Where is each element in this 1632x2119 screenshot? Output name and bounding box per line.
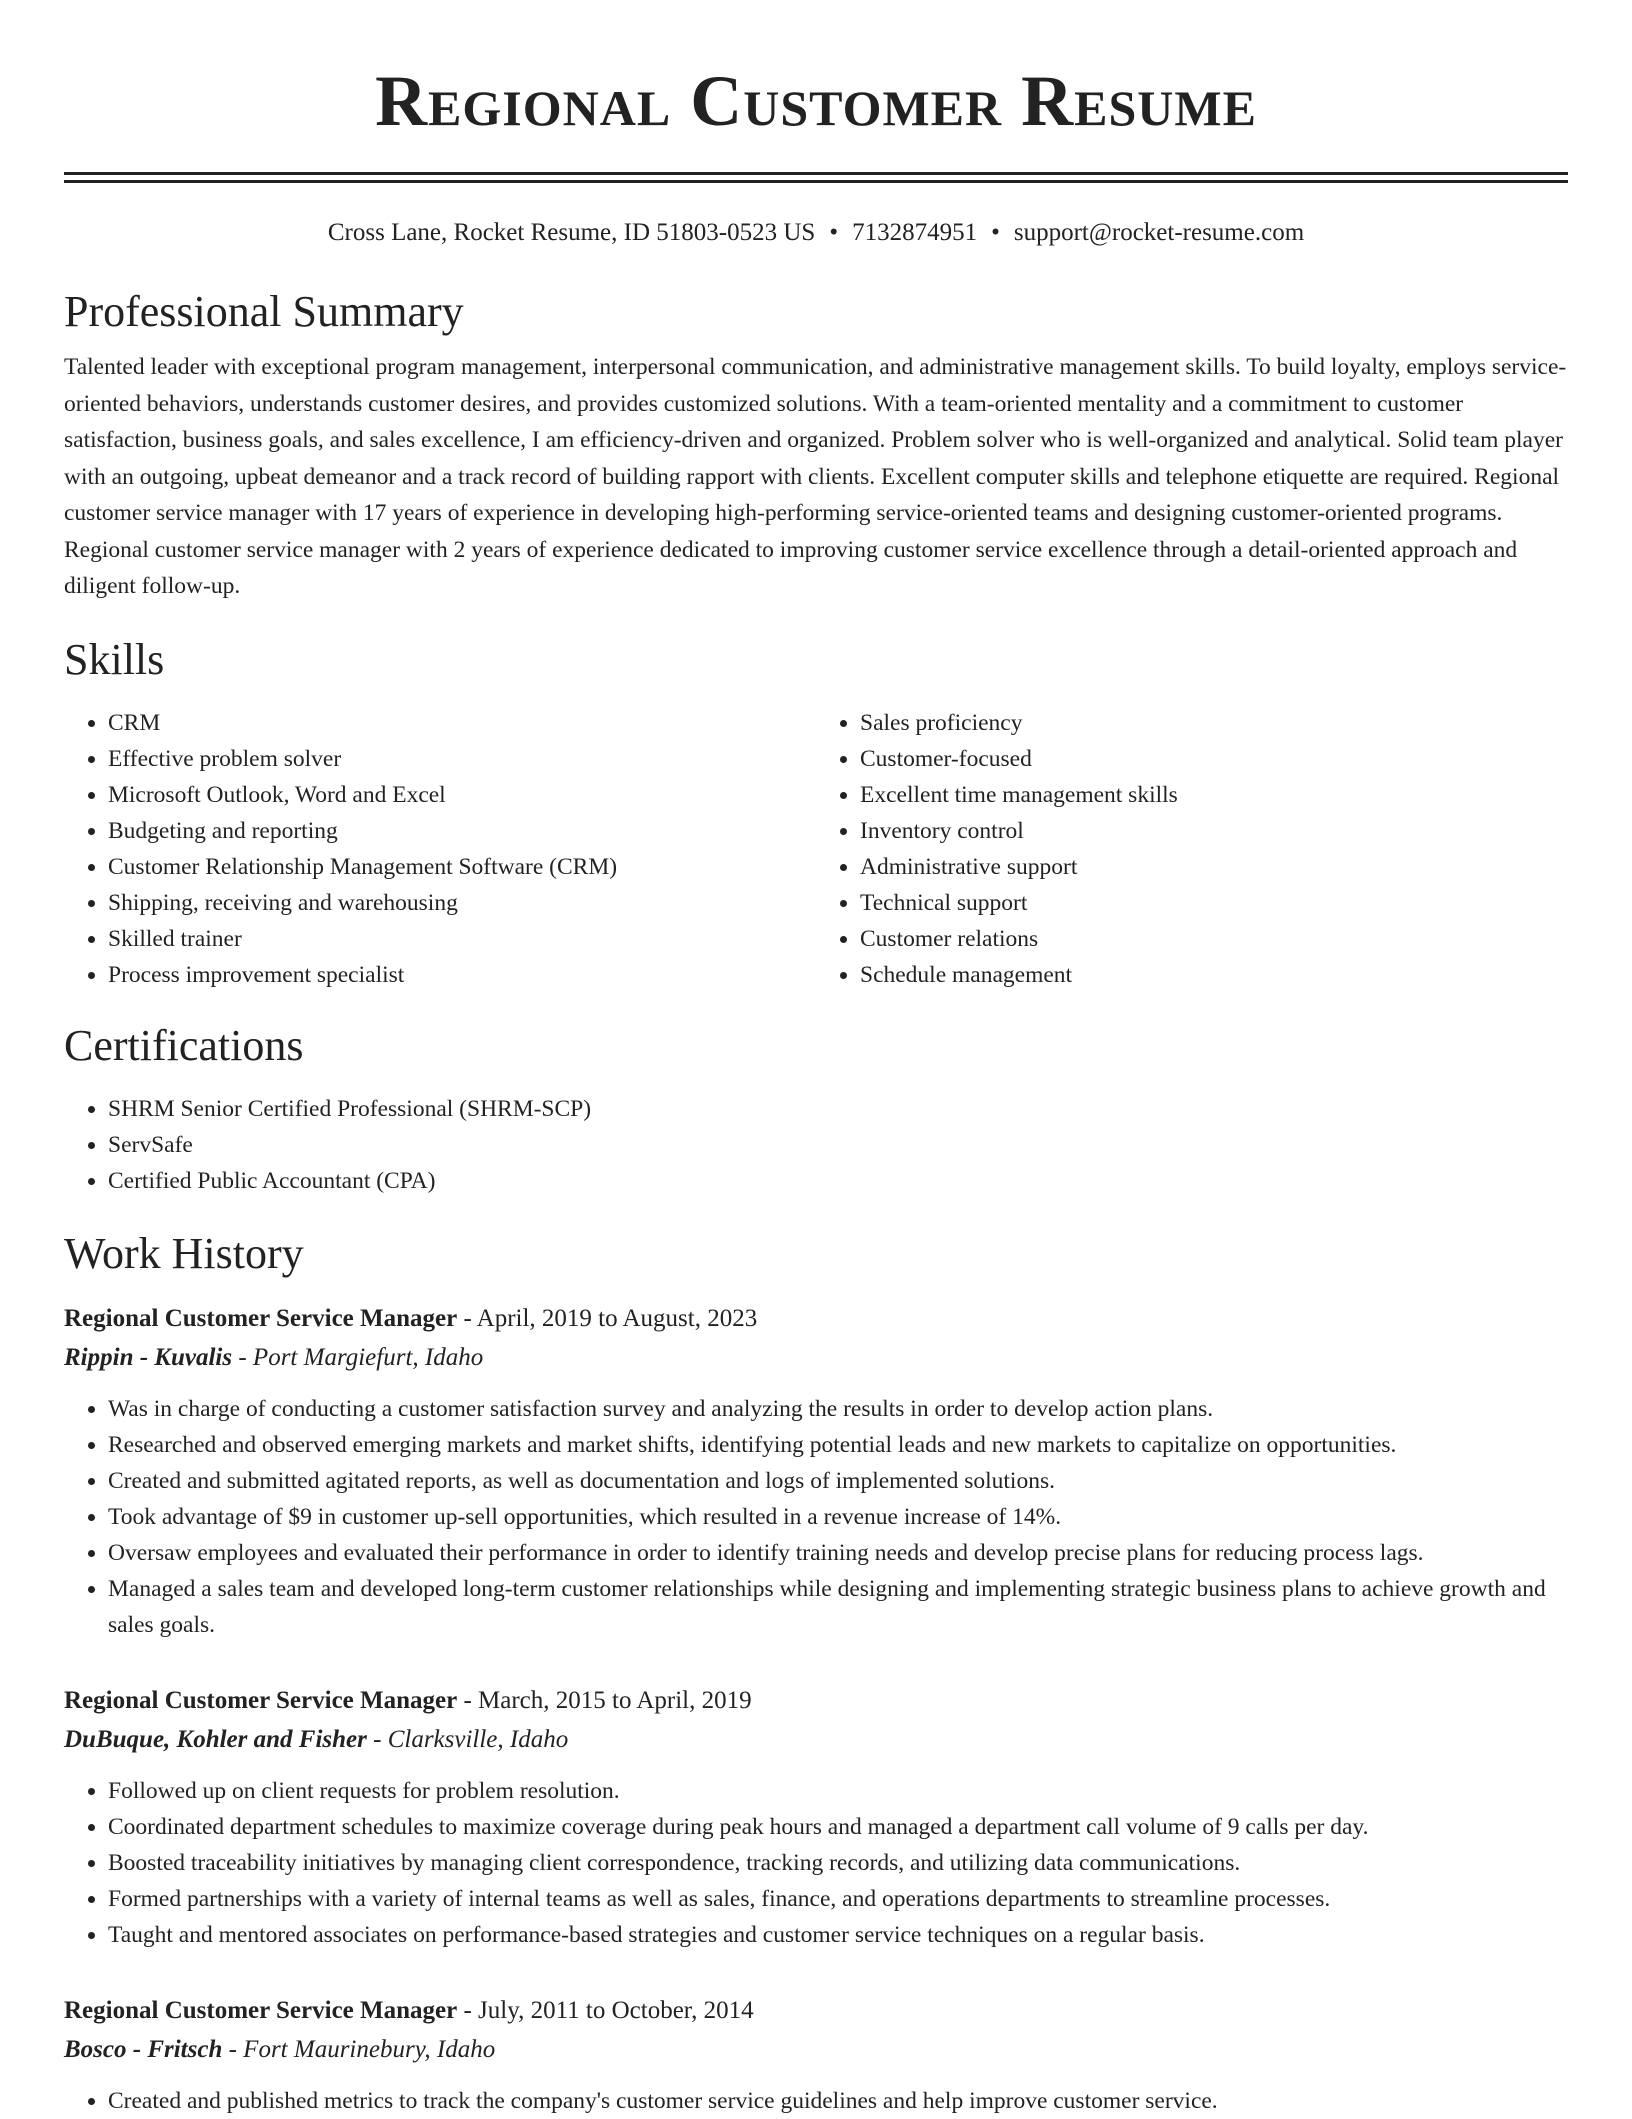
resume-title: Regional Customer Resume bbox=[375, 61, 1257, 141]
job-bullets bbox=[64, 1391, 1568, 1643]
job-company-line bbox=[64, 2030, 1568, 2069]
skill-item: • CRM bbox=[108, 705, 816, 741]
job-location: - Clarksville, Idaho bbox=[366, 1725, 569, 1753]
skill-item: • Process improvement specialist bbox=[108, 957, 816, 993]
skill-item: • Customer-focused bbox=[860, 741, 1568, 777]
job-title: Regional Customer Service Manager bbox=[64, 1686, 458, 1714]
job-bullet: • Was in charge of conducting a customer satisfaction survey and analyzing the results in order to develop action plans. bbox=[108, 1391, 1568, 1427]
job-bullets bbox=[64, 2083, 1568, 2119]
certification-item: • Certified Public Accountant (CPA) bbox=[108, 1163, 1568, 1199]
job-entry bbox=[64, 1681, 1568, 1953]
job-title: Regional Customer Service Manager bbox=[64, 1996, 458, 2024]
job-bullet: • Researched and observed emerging markets and market shifts, identifying potential leads and new markets to capitalize on opportunities. bbox=[108, 1427, 1568, 1463]
skill-item: • Microsoft Outlook, Word and Excel bbox=[108, 777, 816, 813]
job-title-line bbox=[64, 1991, 1568, 2030]
skill-item: • Sales proficiency bbox=[860, 705, 1568, 741]
job-bullet: • Took advantage of $9 in customer up-sell opportunities, which resulted in a revenue increase of 14%. bbox=[108, 1499, 1568, 1535]
job-bullet: • Oversaw employees and evaluated their performance in order to identify training needs and develop precise plans for reducing process lags. bbox=[108, 1535, 1568, 1571]
job-company-line bbox=[64, 1338, 1568, 1377]
skill-item: • Technical support bbox=[860, 885, 1568, 921]
contact-separator: • bbox=[829, 219, 839, 246]
contact-phone: 7132874951 bbox=[852, 219, 978, 246]
job-company: DuBuque, Kohler and Fisher bbox=[64, 1725, 367, 1753]
job-company: Rippin - Kuvalis bbox=[64, 1343, 233, 1371]
job-dates: - March, 2015 to April, 2019 bbox=[457, 1686, 752, 1714]
certifications-heading: Certifications bbox=[64, 1020, 304, 1070]
job-title-line bbox=[64, 1681, 1568, 1720]
skills-columns bbox=[64, 705, 1568, 993]
contact-address: Cross Lane, Rocket Resume, ID 51803-0523 US bbox=[327, 219, 816, 246]
work-history-heading: Work History bbox=[64, 1228, 304, 1278]
job-company: Bosco - Fritsch bbox=[64, 2035, 223, 2063]
title-divider-top bbox=[64, 172, 1568, 175]
skill-item: • Inventory control bbox=[860, 813, 1568, 849]
certification-item: • SHRM Senior Certified Professional (SHRM-SCP) bbox=[108, 1091, 1568, 1127]
job-bullet: • Created and submitted agitated reports, as well as documentation and logs of implemented solutions. bbox=[108, 1463, 1568, 1499]
job-dates: - July, 2011 to October, 2014 bbox=[457, 1996, 754, 2024]
skill-item: • Budgeting and reporting bbox=[108, 813, 816, 849]
job-title-line bbox=[64, 1299, 1568, 1338]
job-bullet: • Formed partnerships with a variety of internal teams as well as sales, finance, and operations departments to streamline processes. bbox=[108, 1881, 1568, 1917]
skill-item: • Customer Relationship Management Software (CRM) bbox=[108, 849, 816, 885]
skill-item: • Excellent time management skills bbox=[860, 777, 1568, 813]
job-title: Regional Customer Service Manager bbox=[64, 1304, 458, 1332]
job-entry bbox=[64, 1991, 1568, 2119]
job-bullet: • Managed a sales team and developed long-term customer relationships while designing and implementing strategic business plans to achieve growth and sales goals. bbox=[108, 1571, 1568, 1643]
skills-heading: Skills bbox=[64, 634, 165, 684]
job-entry bbox=[64, 1299, 1568, 1643]
skill-item: • Administrative support bbox=[860, 849, 1568, 885]
job-bullet: • Boosted traceability initiatives by managing client correspondence, tracking records, and utilizing data communications. bbox=[108, 1845, 1568, 1881]
skills-list-right bbox=[816, 705, 1568, 993]
contact-email: support@rocket-resume.com bbox=[1013, 219, 1305, 246]
contact-separator: • bbox=[991, 219, 1000, 246]
summary-text: Talented leader with exceptional program management, interpersonal communication, and administrative management skills. To build loyalty, employs service-oriented behaviors, understands customer desires, and provides customized solutions. With a team-oriented mentality and a commitment to customer satisfaction, business goals, and sales excellence, I am efficiency-driven and organized. Problem solver who is well-organized and analytical. Solid team player with an outgoing, upbeat demeanor and a track record of building rapport with clients. Excellent computer skills and telephone etiquette are required. Regional customer service manager with 17 years of experience in developing high-performing service-oriented teams and designing customer-oriented programs. Regional customer service manager with 2 years of experience dedicated to improving customer service excellence through a detail-oriented approach and diligent follow-up. bbox=[64, 354, 1567, 599]
job-bullet: • Followed up on client requests for problem resolution. bbox=[108, 1773, 1568, 1809]
job-location: - Fort Maurinebury, Idaho bbox=[222, 2035, 496, 2063]
skill-item: • Shipping, receiving and warehousing bbox=[108, 885, 816, 921]
certifications-list bbox=[64, 1091, 1568, 1199]
job-bullet: • Taught and mentored associates on performance-based strategies and customer service techniques on a regular basis. bbox=[108, 1917, 1568, 1953]
certification-item: • ServSafe bbox=[108, 1127, 1568, 1163]
title-divider-bottom bbox=[64, 180, 1568, 183]
skill-item: • Skilled trainer bbox=[108, 921, 816, 957]
skill-item: • Schedule management bbox=[860, 957, 1568, 993]
job-dates: - April, 2019 to August, 2023 bbox=[457, 1304, 758, 1332]
job-company-line bbox=[64, 1720, 1568, 1759]
summary-heading: Professional Summary bbox=[64, 287, 464, 336]
job-bullet: • Created and published metrics to track the company's customer service guidelines and help improve customer service. bbox=[108, 2083, 1568, 2119]
contact-line bbox=[64, 217, 1568, 249]
job-location: - Port Margiefurt, Idaho bbox=[232, 1343, 484, 1371]
skill-item: • Customer relations bbox=[860, 921, 1568, 957]
job-bullets bbox=[64, 1773, 1568, 1953]
skills-list-left bbox=[64, 705, 816, 993]
skill-item: • Effective problem solver bbox=[108, 741, 816, 777]
job-bullet: • Coordinated department schedules to maximize coverage during peak hours and managed a department call volume of 9 calls per day. bbox=[108, 1809, 1568, 1845]
